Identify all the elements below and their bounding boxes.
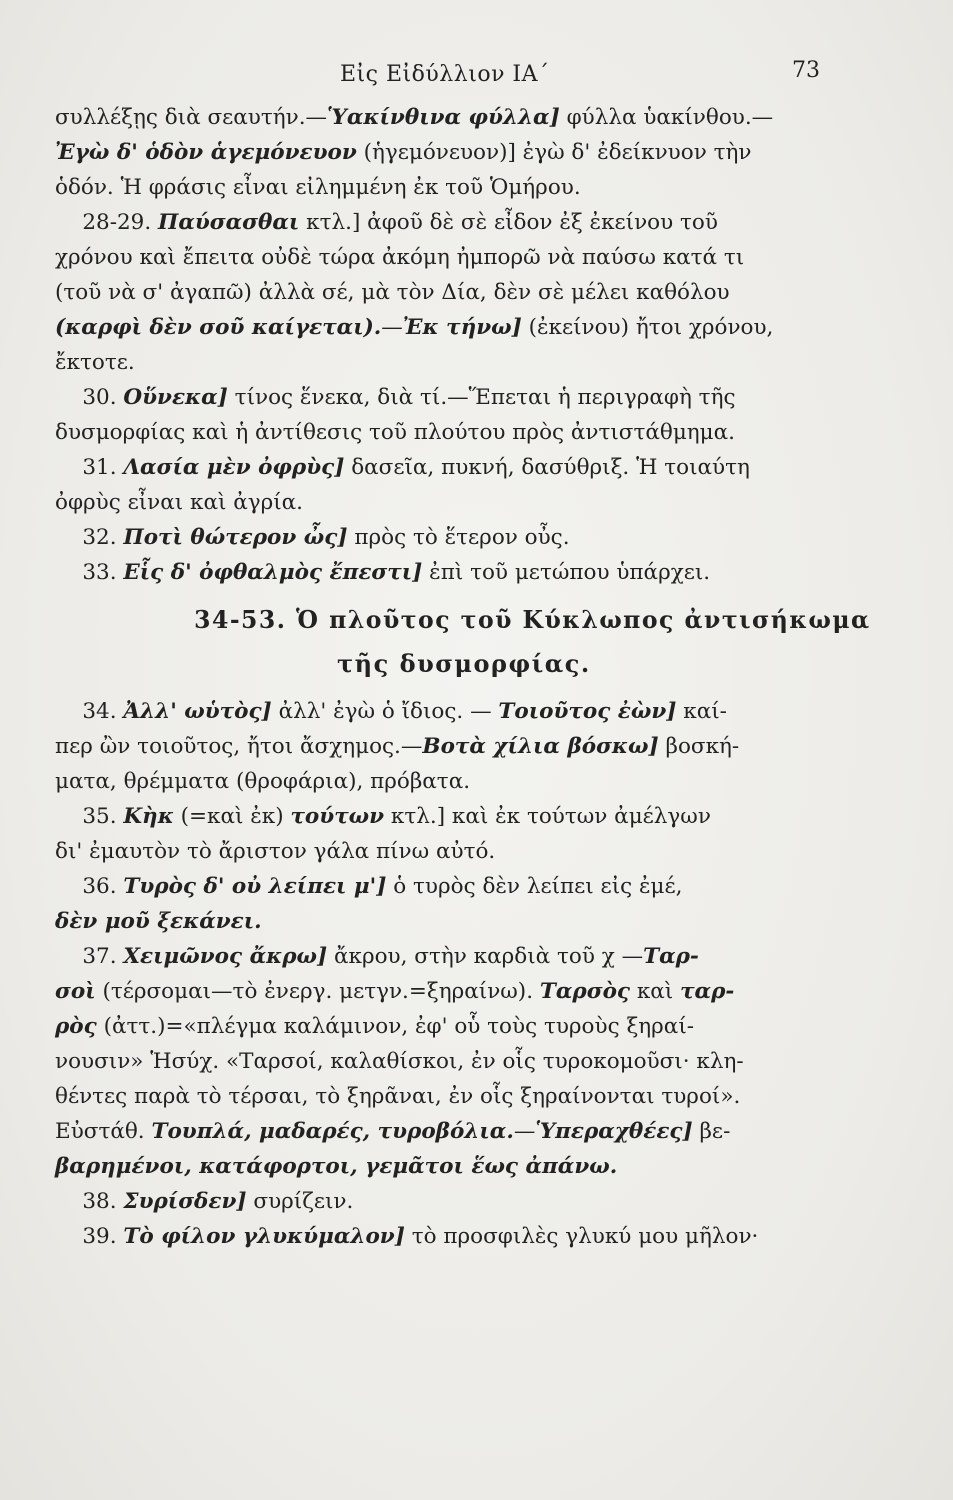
gloss-text: ματα, θρέμματα (θροφάρια), πρόβατα. [55,769,471,794]
gloss-text: τὸ προσφιλὲς γλυκύ μου μῆλον· [404,1224,759,1249]
gloss-text: 33. [55,560,124,585]
gloss-text: τίνος ἕνεκα, διὰ τί.—Ἕπεται ἡ περιγραφὴ τῆς [227,385,736,410]
gloss-text: ἄκρου, στὴν καρδιὰ τοῦ χ — [327,944,644,969]
gloss-text: κτλ.] ἀφοῦ δὲ σὲ εἶδον ἐξ ἐκείνου τοῦ [299,210,718,235]
lemma-text: Βοτὰ χίλια βόσκω] [422,734,659,759]
gloss-text: 37. [55,944,124,969]
gloss-text: δι' ἐμαυτὸν τὸ ἄριστον γάλα πίνω αὐτό. [55,839,496,864]
gloss-text: περ ὢν τοιοῦτος, ἤτοι ἄσχημος.— [55,734,423,759]
lemma-text: ταρ- [680,979,735,1004]
lemma-text: Τοιοῦτος ἐὼν] [498,699,677,724]
commentary-text [55,100,870,1254]
text-line [55,520,870,555]
text-line [55,345,870,380]
gloss-text: ὁδόν. Ἡ φράσις εἶναι εἰλημμένη ἐκ τοῦ Ὁμήρου. [55,175,581,200]
text-line [55,694,870,729]
section-title-line-2: τῆς δυσμορφίας. [337,649,591,678]
text-line [55,205,870,240]
text-line [55,729,870,764]
text-line [55,275,870,310]
text-line [55,904,870,939]
gloss-text: πρὸς τὸ ἕτερον οὖς. [347,525,570,550]
lemma-text: Κὴκ [123,804,174,829]
text-line [55,764,870,799]
gloss-text: (ἐκείνου) ἤτοι χρόνου, [521,315,774,340]
text-line [55,1184,870,1219]
lemma-text: Τουπλά, μαδαρές, τυροβόλια. [151,1119,514,1144]
gloss-text: 34. [55,699,124,724]
text-line [55,1044,870,1079]
gloss-text: (ἡγεμόνευον)] ἐγὼ δ' ἐδείκνυον τὴν [356,140,752,165]
lemma-text: Ὑακίνθινα φύλλα] [327,105,560,130]
gloss-text: ὁ τυρὸς δὲν λείπει εἰς ἐμέ, [386,874,683,899]
lemma-text: Ταρσὸς [539,979,631,1004]
text-line [55,939,870,974]
gloss-text: καὶ [630,979,681,1004]
lemma-text: Συρίσδεν] [123,1189,247,1214]
text-line [55,1114,870,1149]
gloss-text: κτλ.] καὶ ἐκ τούτων ἀμέλγων [384,804,711,829]
lemma-text: βαρημένοι, κατάφορτοι, γεμᾶτοι ἕως ἀπάνω. [55,1154,618,1179]
gloss-text: 39. [55,1224,124,1249]
gloss-text: 28-29. [55,210,158,235]
lemma-text: Ἀλλ' ωὑτὸς] [123,699,272,724]
gloss-text: φύλλα ὑακίνθου.— [559,105,774,130]
lemma-text: Οὕνεκα] [123,385,228,410]
page-number: 73 [792,58,820,83]
text-line [55,380,870,415]
lemma-text: Παύσασθαι [158,210,300,235]
lemma-text: Ποτὶ θώτερον ὦς] [123,525,348,550]
text-line [55,485,870,520]
gloss-text: ἔκτοτε. [55,350,135,375]
lemma-text: Ἐκ τήνω] [402,315,522,340]
running-title: Εἰς Εἰδύλλιον ΙΑ΄ [340,62,550,87]
text-line [55,1079,870,1114]
text-line [55,240,870,275]
gloss-text: (ἀττ.)=«πλέγμα καλάμινον, ἐφ' οὗ τοὺς τυροὺς ξηραί- [96,1014,695,1039]
gloss-text: 32. [55,525,124,550]
gloss-text: καί- [676,699,727,724]
lemma-text: Χειμῶνος ἄκρω] [123,944,328,969]
lemma-text: Τυρὸς δ' οὐ λείπει μ'] [123,874,387,899]
gloss-text: δασεῖα, πυκνή, δασύθριξ. Ἡ τοιαύτη [344,455,750,480]
gloss-text: (τέρσομαι—τὸ ἐνεργ. μετγν.=ξηραίνω). [95,979,540,1004]
gloss-text: — [381,315,403,340]
text-line [55,869,870,904]
gloss-text: 35. [55,804,124,829]
lemma-text: Εἷς δ' ὀφθαλμὸς ἔπεστι] [123,560,423,585]
commentary-block-1 [55,100,870,590]
gloss-text: (τοῦ νὰ σ' ἀγαπῶ) ἀλλὰ σέ, μὰ τὸν Δία, δὲν σὲ μέλει καθόλου [55,280,730,305]
text-line [55,834,870,869]
text-line [55,415,870,450]
gloss-text: 30. [55,385,124,410]
lemma-text: τούτων [290,804,385,829]
lemma-text: Ἐγὼ δ' ὁδὸν ἁγεμόνευον [55,140,357,165]
gloss-text: Εὐστάθ. [55,1119,152,1144]
text-line [55,555,870,590]
page-header [0,50,953,90]
section-title-line-1: 34-53. Ὁ πλοῦτος τοῦ Κύκλωπος ἀντισήκωμα [194,605,871,634]
gloss-text: 38. [55,1189,124,1214]
lemma-text: δὲν μοῦ ξεκάνει. [55,909,262,934]
text-line [55,100,870,135]
text-line [55,1219,870,1254]
text-line [55,974,870,1009]
gloss-text: ἐπὶ τοῦ μετώπου ὑπάρχει. [422,560,711,585]
lemma-text: (καρφὶ δὲν σοῦ καίγεται). [55,315,382,340]
gloss-text: συρίζειν. [246,1189,354,1214]
gloss-text: νουσιν» Ἡσύχ. «Ταρσοί, καλαθίσκοι, ἐν οἷς τυροκομοῦσι· κλη- [55,1049,744,1074]
lemma-text: Ὑπεραχθέες] [535,1119,693,1144]
text-line [55,310,870,345]
gloss-text: χρόνου καὶ ἔπειτα οὐδὲ τώρα ἀκόμη ἠμπορῶ νὰ παύσω κατά τι [55,245,745,270]
text-line [55,135,870,170]
lemma-text: σοὶ [55,979,96,1004]
lemma-text: ρὸς [55,1014,97,1039]
gloss-text: συλλέξῃς διὰ σεαυτήν.— [55,105,328,130]
gloss-text: — [513,1119,536,1144]
text-line [55,170,870,205]
gloss-text: θέντες παρὰ τὸ τέρσαι, τὸ ξηρᾶναι, ἐν οἷς ξηραίνονται τυροί». [55,1084,741,1109]
lemma-text: Λασία μὲν ὀφρὺς] [123,455,345,480]
gloss-text: ὀφρὺς εἶναι καὶ ἀγρία. [55,490,304,515]
text-line [55,1149,870,1184]
gloss-text: ἀλλ' ἐγὼ ὁ ἴδιος. — [271,699,499,724]
lemma-text: Τὸ φίλον γλυκύμαλον] [123,1224,405,1249]
lemma-text: Ταρ- [643,944,699,969]
gloss-text: (=καὶ ἐκ) [173,804,291,829]
text-line [55,450,870,485]
text-line [55,799,870,834]
gloss-text: δυσμορφίας καὶ ἡ ἀντίθεσις τοῦ πλούτου πρὸς ἀντιστάθμημα. [55,420,736,445]
commentary-block-2 [55,694,870,1254]
text-line [55,1009,870,1044]
gloss-text: 36. [55,874,124,899]
gloss-text: βε- [692,1119,731,1144]
gloss-text: 31. [55,455,124,480]
gloss-text: βοσκή- [658,734,740,759]
